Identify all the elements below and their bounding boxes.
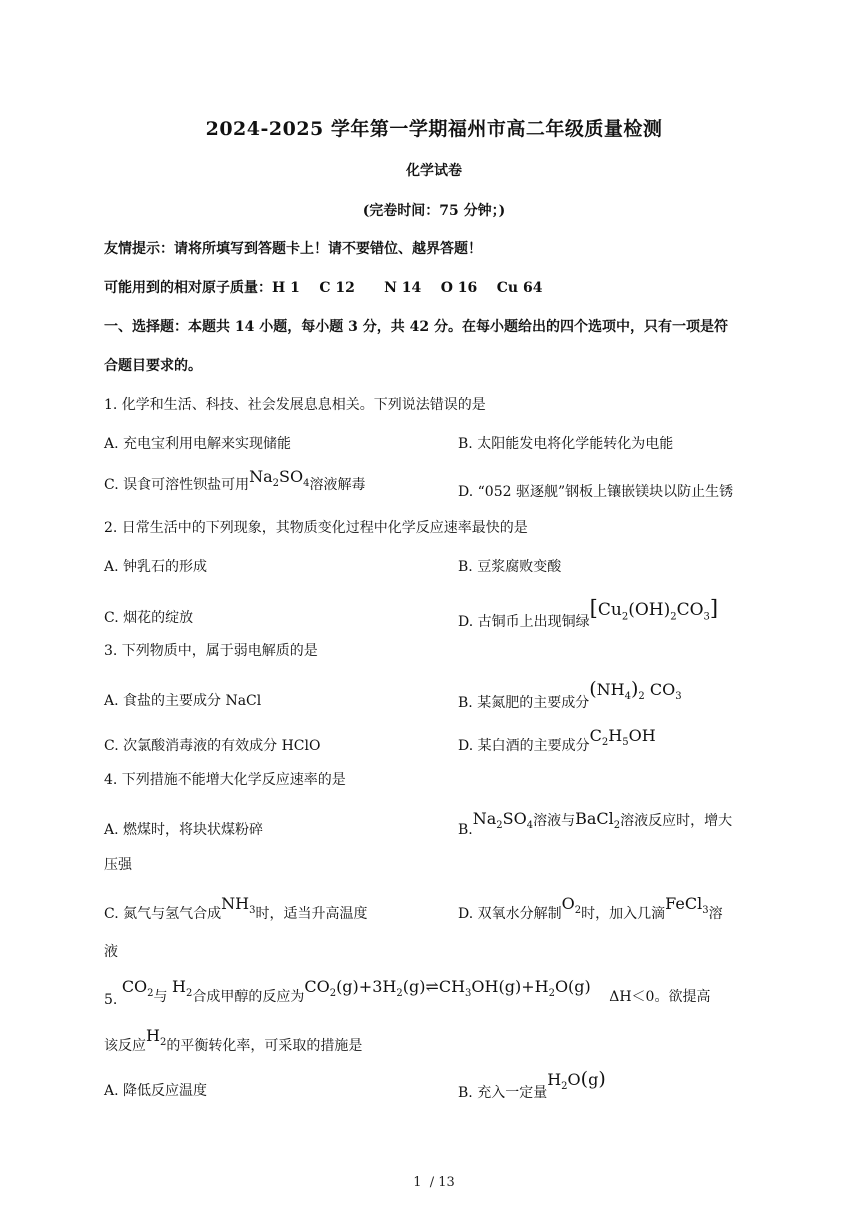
q5-number: 5. [104,992,118,1008]
page-number: 1 / 13 [413,1175,455,1190]
q3-stem: 3. 下列物质中，属于弱电解质的是 [104,643,318,659]
atomic-mass-line: 可能用到的相对原子质量：H 1 C 12 N 14 O 16 Cu 64 [104,280,543,296]
q4-option-b [458,809,733,838]
q4-stem: 4. 下列措施不能增大化学反应速率的是 [104,772,346,788]
exam-time: (完卷时间：75 分钟；) [362,203,506,219]
q3-option-d-pre: D. 某白酒的主要成分 [458,738,590,754]
formula-c2h5oh: $C_2H_5OH$ [589,726,656,749]
formula-na2so4: $Na_2SO_4$ [249,467,310,490]
q1-option-a: A. 充电宝利用电解来实现储能 [104,436,292,452]
section-heading-1: 一、选择题：本题共 14 小题，每小题 3 分，共 42 分。在每小题给出的四个选项中，只有一项是符 [104,319,728,335]
formula-fecl3: FeCl$_3$ [665,894,709,917]
q5-option-b-pre: B. 充入一定量 [458,1085,548,1101]
q3-option-a: A. 食盐的主要成分 NaCl [104,693,262,709]
q1-option-c-pre: C. 误食可溶性钡盐可用 [104,477,250,493]
page-title: 2024-2025 学年第一学期福州市高二年级质量检测 [205,118,663,140]
q2-option-d-pre: D. 古铜币上出现铜绿 [458,614,590,630]
q5-option-b [458,1068,606,1101]
q4-option-c [104,894,368,922]
q4-option-b-pre: B. [458,822,473,838]
formula-nh3: $NH_3$ [221,894,256,917]
q5-enthalpy: ΔH＜0 [609,989,655,1005]
q4-option-d-post: 溶 [708,906,723,922]
q4-option-b-mid: 溶液与 [533,813,576,829]
q3-option-c: C. 次氯酸消毒液的有效成分 HClO [104,738,321,754]
q4-option-d-mid: 时，加入几滴 [581,906,666,922]
q1-stem: 1. 化学和生活、科技、社会发展息息相关。下列说法错误的是 [104,397,486,413]
q3-option-b-pre: B. 某氮肥的主要成分 [458,695,590,711]
q5-option-a: A. 降低反应温度 [104,1083,208,1099]
q5-line-2-pre: 该反应 [104,1038,146,1054]
reaction-equation: $CO_2(g)+3H_2(g)\rightleftharpoons CH_3OH(g)+H_2O(g)$ [304,977,591,1000]
formula-bacl2: BaCl$_2$ [575,809,621,832]
q4-option-c-pre: C. 氮气与氢气合成 [104,906,222,922]
q5-text-2: 合成甲醇的反应为 [192,989,305,1005]
tip-line: 友情提示：请将所填写到答题卡上！请不要错位、越界答题！ [104,241,482,257]
formula-cu2oh2co3: $[Cu_2(OH)_2CO_3]$ [589,596,719,623]
formula-h2: $H_2$ [172,977,193,1000]
q4-option-b-wrap: 压强 [104,857,132,873]
q1-option-c-post: 溶液解毒 [309,477,366,493]
q1-option-d: D. “052 驱逐舰”钢板上镶嵌镁块以防止生锈 [458,484,734,500]
q4-option-a: A. 燃煤时，将块状煤粉碎 [104,822,264,838]
q3-option-b [458,678,682,711]
q5-stem [104,977,711,1008]
q4-option-d-wrap: 液 [104,944,118,960]
formula-h2-b: $H_2$ [146,1026,167,1049]
q1-option-b: B. 太阳能发电将化学能转化为电能 [458,436,674,452]
q4-option-d [458,894,723,922]
formula-nh4-2co3: $(NH_4)_2$ $CO_3$ [589,678,682,703]
q5-text-1: 与 [153,989,168,1005]
formula-o2: $O_2$ [561,894,582,917]
formula-co2: $CO_2$ [121,977,154,1000]
q4-option-c-post: 时，适当升高温度 [255,906,368,922]
q2-option-d [458,596,719,630]
q4-option-b-post: 溶液反应时，增大 [620,813,733,829]
formula-na2so4-b: $Na_2SO_4$ [472,809,534,832]
q5-text-3: 。欲提高 [654,989,711,1005]
q5-line-2-post: 的平衡转化率，可采取的措施是 [166,1038,363,1054]
q3-option-d [458,726,656,754]
q2-option-b: B. 豆浆腐败变酸 [458,559,562,575]
q2-option-a: A. 钟乳石的形成 [104,559,208,575]
section-heading-2: 合题目要求的。 [104,358,202,374]
q5-line-2 [104,1026,363,1054]
q4-option-d-pre: D. 双氧水分解制 [458,906,562,922]
formula-h2o-g: $H_2O(g)$ [547,1068,606,1093]
page-subtitle: 化学试卷 [406,163,462,179]
q1-option-c [104,467,366,496]
q2-stem: 2. 日常生活中的下列现象，其物质变化过程中化学反应速率最快的是 [104,520,528,536]
q2-option-c: C. 烟花的绽放 [104,610,194,626]
